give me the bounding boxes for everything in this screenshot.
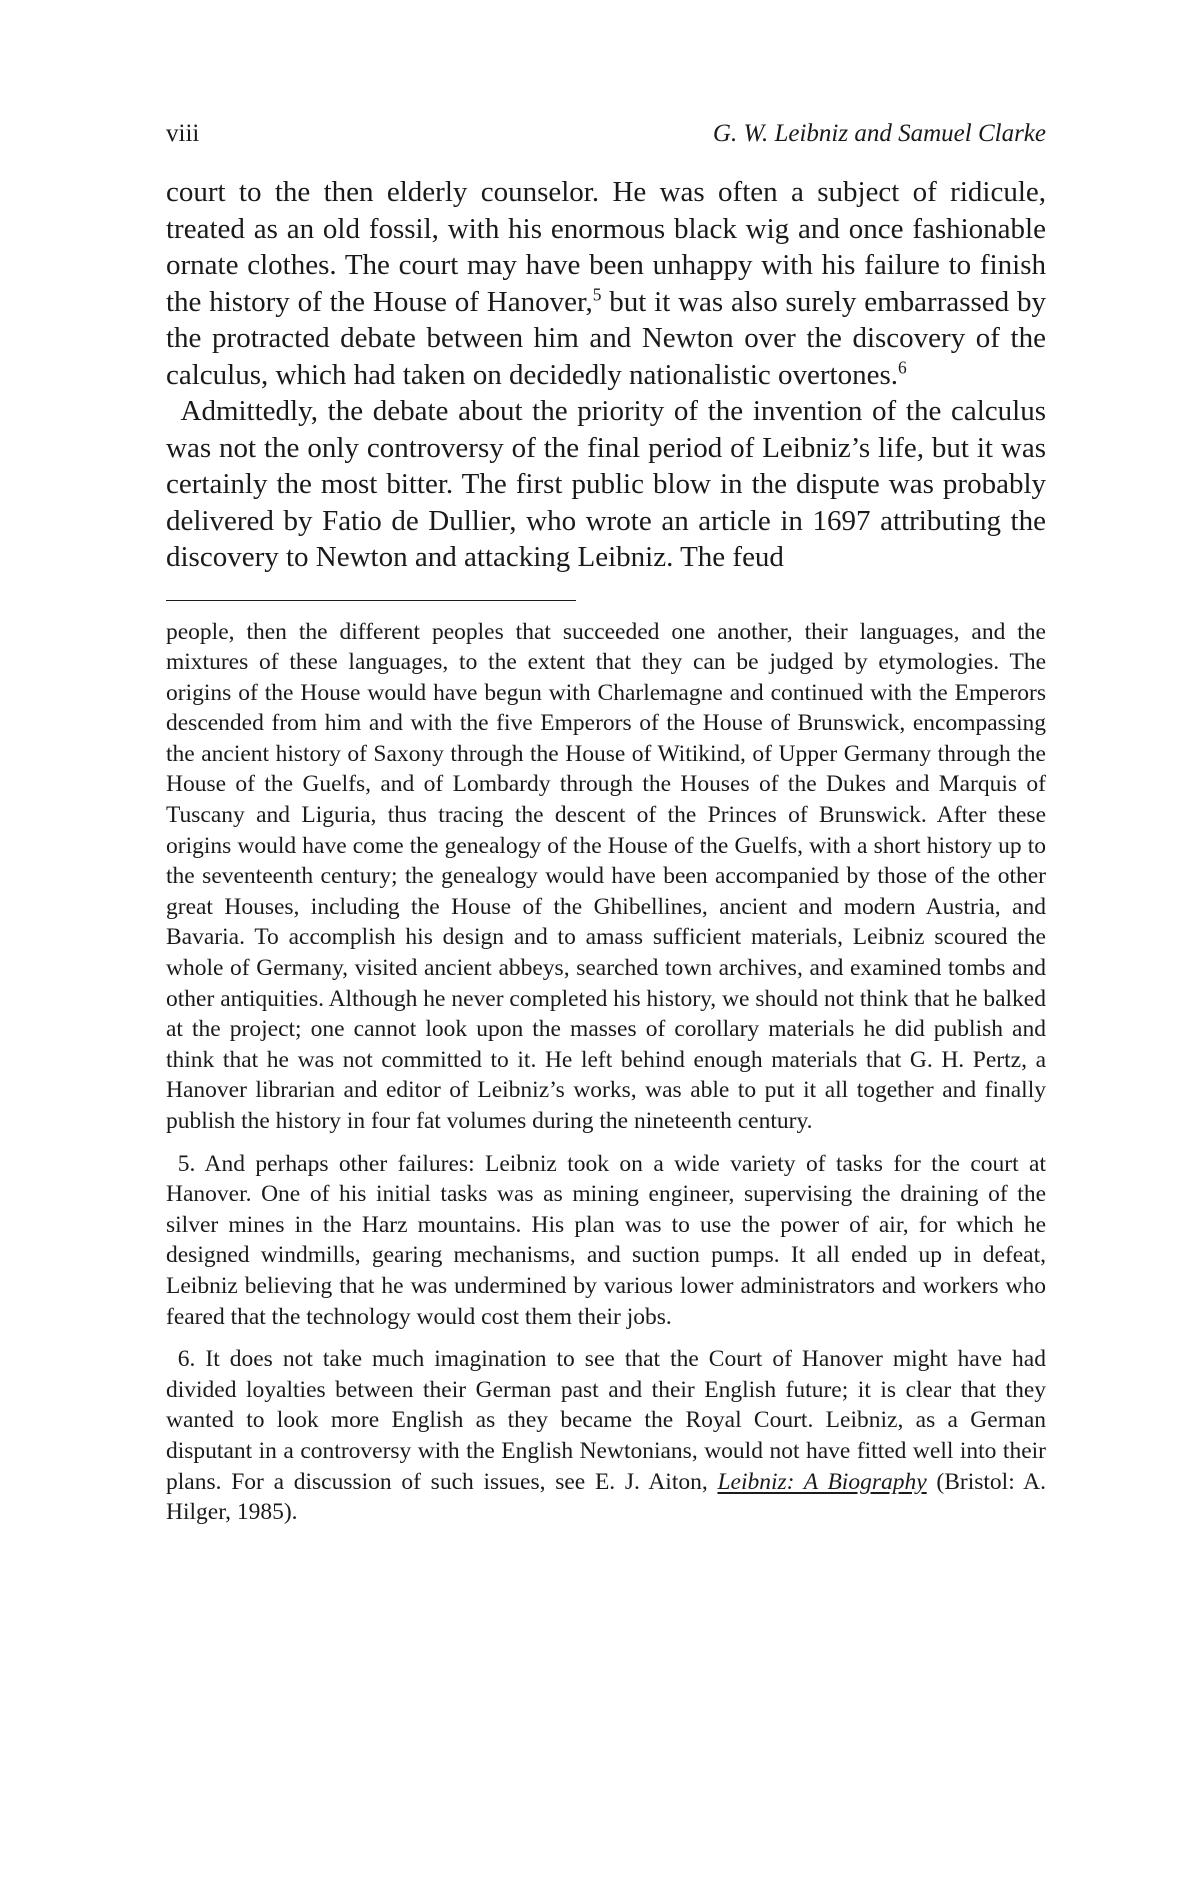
paragraph-1-text-a: court to the then elderly counselor. He was often a subject of ridicule, treated as an old fossil, with his enormous black wig and once fashionable ornate clothes. The court may have been unhappy with his failure to finish the history of the House of Hanover, [166, 176, 1046, 318]
cited-book-title: Leibniz: A Biography [717, 1468, 927, 1495]
footnote-continued: people, then the different peoples that succeeded one another, their languages, and the mixtures of these languages, to the extent that they can be judged by etymologies. The origins of the House would have begun with Charlemagne and continued with the Emperors descended from him and with the five Emperors of the House of Brunswick, encompassing the ancient history of Saxony through the House of Witikind, of Upper Germany through the House of the Guelfs, and of Lombardy through the Houses of the Dukes and Marquis of Tuscany and Liguria, thus tracing the descent of the Princes of Brunswick. After these origins would have come the genealogy of the House of the Guelfs, with a short history up to the seventeenth century; the genealogy would have been accompanied by those of the other great Houses, including the House of the Ghibellines, ancient and modern Austria, and Bavaria. To accomplish his design and to amass sufficient materials, Leibniz scoured the whole of Germany, visited ancient abbeys, searched town archives, and examined tombs and other antiquities. Although he never completed his history, we should not think that he balked at the project; one cannot look upon the masses of corollary materials he did publish and think that he was not committed to it. He left behind enough materials that G. H. Pertz, a Hanover librarian and editor of Leibniz’s works, was able to put it all together and finally publish the history in four fat volumes during the nineteenth century. [166, 618, 1046, 1134]
footnote-ref-6: 6 [898, 356, 907, 377]
paragraph-1-text-b: but it was also surely embarrassed by the protracted debate between him and Newton over the discovery of the calculus, which had taken on decidedly nationalistic overtones. [166, 285, 1046, 391]
footnote-rule [166, 600, 576, 601]
footnote-ref-5: 5 [592, 283, 602, 304]
footnote-6 [166, 1344, 1046, 1528]
running-head [166, 120, 1046, 160]
footnote-5: 5. And perhaps other failures: Leibniz took on a wide variety of tasks for the court at Hanover. One of his initial tasks was as mining engineer, supervising the draining of the silver mines in the Harz mountains. His plan was to use the power of air, for which he designed windmills, gearing mechanisms, and suction pumps. It all ended up in defeat, Leibniz believing that he was undermined by various lower administrators and workers who feared that the technology would cost them their jobs. [166, 1150, 1046, 1330]
main-paragraph-1 [166, 174, 1046, 393]
running-title: G. W. Leibniz and Samuel Clarke [712, 120, 1046, 147]
main-text [166, 174, 1046, 576]
main-paragraph-2: Admittedly, the debate about the priority of the invention of the calculus was not the only controversy of the final period of Leibniz’s life, but it was certainly the most bitter. The first public blow in the dispute was probably delivered by Fatio de Dullier, who wrote an article in 1697 attributing the discovery to Newton and attacking Leibniz. The feud [166, 395, 1046, 573]
citation-tail: (Bristol: A. Hilger, 1985). [166, 1468, 1047, 1526]
footnotes [166, 617, 1046, 1528]
book-page [166, 120, 1046, 1528]
footnote-6-text: 6. It does not take much imagination to see that the Court of Hanover might have had divided loyalties between their German past and their English future; it is clear that they wanted to look more English as they became the Royal Court. Leibniz, as a German disputant in a controversy with the English Newtonians, would not have fitted well into their plans. For a discussion of such issues, see E. J. Aiton, [166, 1346, 1046, 1495]
page-number: viii [166, 120, 200, 147]
